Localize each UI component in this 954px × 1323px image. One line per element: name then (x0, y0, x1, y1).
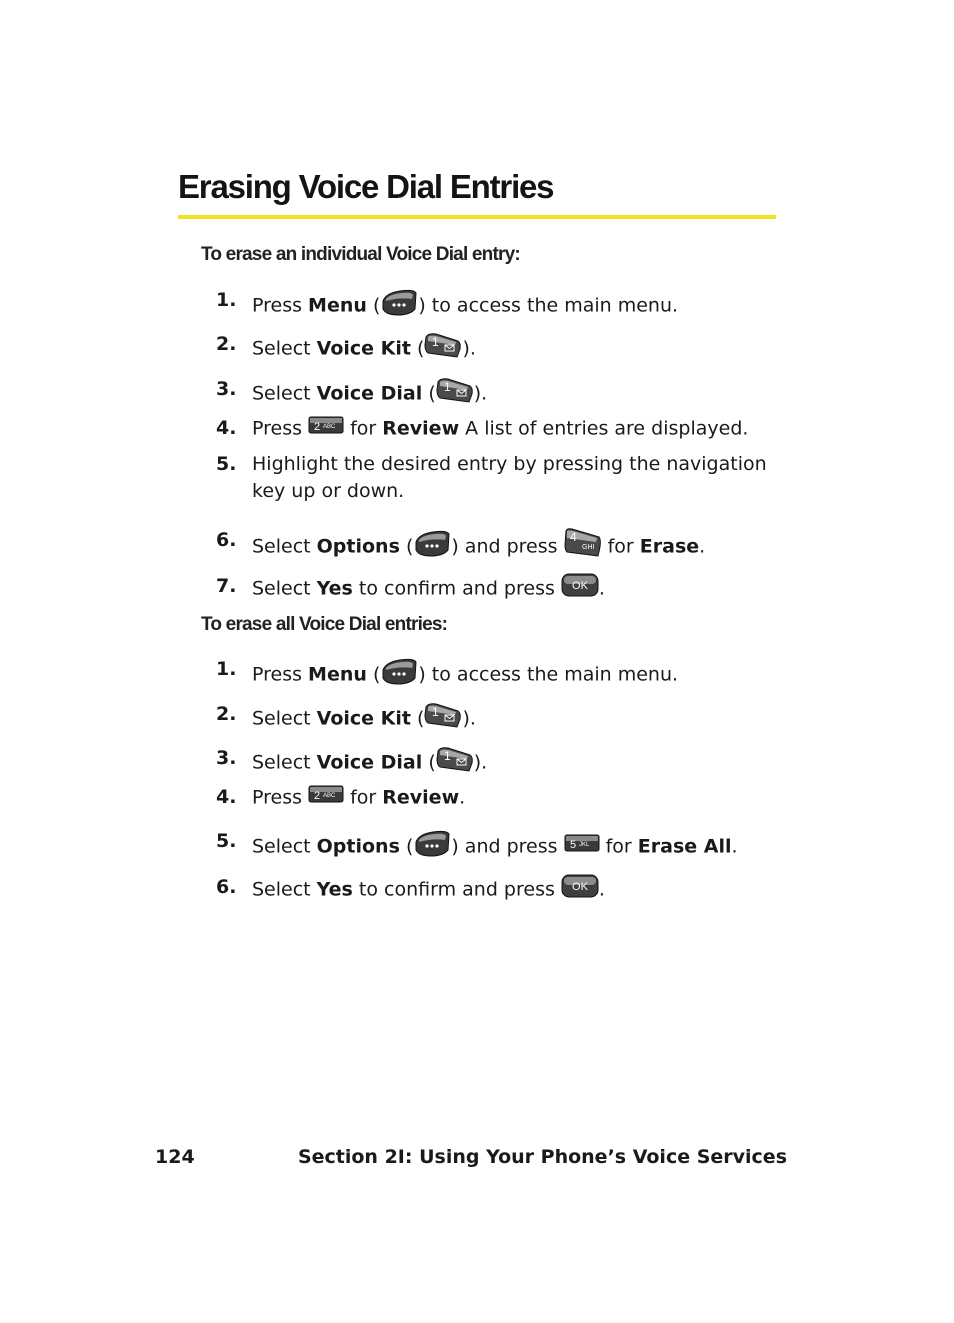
step-text (252, 376, 782, 412)
step-text-segment: Press (252, 417, 309, 440)
step-text-segment: ) and press (451, 835, 564, 858)
step-text (252, 527, 782, 567)
step-text (252, 331, 782, 367)
step-text-segment: . (731, 835, 738, 858)
step-text-segment: A list of entries are displayed. (459, 417, 749, 440)
step-text-segment: to confirm and press (352, 577, 561, 600)
svg-text:1: 1 (443, 380, 451, 394)
step-text-segment: Press (252, 786, 309, 809)
step-text (252, 828, 782, 866)
step-text-segment: ) and press (451, 535, 564, 558)
section-heading-individual: To erase an individual Voice Dial entry: (201, 244, 520, 265)
step-text-segment: ) to access the main menu. (418, 294, 679, 317)
key-1-icon (424, 331, 462, 367)
step-keyword: Voice Kit (316, 707, 411, 730)
step-number: 6. (216, 529, 237, 551)
key-1-icon (436, 745, 474, 781)
step-text (252, 701, 782, 737)
svg-text:1: 1 (432, 705, 440, 719)
key-1-icon (436, 376, 474, 412)
page-title: Erasing Voice Dial Entries (178, 168, 554, 205)
step-keyword: Erase All (637, 835, 732, 858)
step-text (252, 745, 782, 781)
step-text (252, 784, 782, 812)
step-text-segment: for (344, 417, 383, 440)
svg-text:JKL: JKL (578, 842, 589, 848)
key-2-icon (308, 415, 344, 443)
step-number: 6. (216, 876, 237, 898)
step-text-segment: ( (399, 835, 414, 858)
svg-text:2: 2 (314, 790, 321, 802)
options-key-icon (413, 528, 451, 566)
step-number: 1. (216, 658, 237, 680)
step-keyword: Menu (308, 663, 367, 686)
step-text-segment: ). (473, 382, 488, 405)
step-number: 4. (216, 786, 237, 808)
menu-key-icon (380, 656, 418, 694)
step-text-segment: for (601, 535, 640, 558)
step-number: 5. (216, 830, 237, 852)
step-number: 1. (216, 289, 237, 311)
key-5-icon (564, 833, 600, 861)
step-text-segment: ) to access the main menu. (418, 663, 679, 686)
step-text-segment: Select (252, 835, 317, 858)
menu-key-icon (380, 287, 418, 325)
step-text-segment: Select (252, 337, 317, 360)
step-text-segment: ( (422, 382, 436, 405)
svg-text:ABC: ABC (323, 424, 336, 430)
step-text-segment: Press (252, 294, 309, 317)
step-text-segment: ( (399, 535, 414, 558)
step-text-segment: for (599, 835, 638, 858)
step-text-segment: . (459, 786, 466, 809)
step-text-segment: ( (410, 337, 425, 360)
step-keyword: Options (316, 835, 400, 858)
step-number: 7. (216, 575, 237, 597)
step-text-segment: Select (252, 707, 317, 730)
step-text-segment: ). (462, 707, 476, 730)
step-text-segment: Press (252, 663, 309, 686)
options-key-icon (413, 828, 451, 866)
key-4-icon (564, 527, 602, 567)
step-text-segment: Select (252, 535, 317, 558)
step-text (252, 415, 782, 443)
step-keyword: Yes (316, 878, 353, 901)
step-text (252, 874, 782, 906)
ok-key-icon (561, 874, 599, 906)
page-number: 124 (155, 1146, 195, 1168)
step-text (252, 656, 782, 694)
step-keyword: Voice Dial (316, 751, 423, 774)
step-number: 2. (216, 703, 237, 725)
ok-key-icon (561, 573, 599, 605)
step-text-segment: . (699, 535, 706, 558)
step-keyword: Voice Dial (316, 382, 423, 405)
step-text-segment: ). (473, 751, 488, 774)
step-number: 2. (216, 333, 237, 355)
title-underline (178, 215, 776, 219)
step-number: 3. (216, 747, 237, 769)
svg-text:5: 5 (569, 839, 576, 851)
step-text-segment: Select (252, 878, 317, 901)
footer-section-title: Section 2I: Using Your Phone’s Voice Services (297, 1146, 787, 1168)
step-keyword: Menu (308, 294, 367, 317)
step-text-segment: . (598, 577, 605, 600)
svg-text:1: 1 (432, 335, 440, 349)
svg-text:2: 2 (314, 421, 321, 433)
step-keyword: Review (382, 417, 460, 440)
svg-text:OK: OK (571, 580, 588, 592)
step-number: 3. (216, 378, 237, 400)
step-text-segment: ). (462, 337, 476, 360)
svg-text:1: 1 (443, 749, 451, 763)
step-text-segment: Select (252, 577, 317, 600)
step-text-segment: Highlight the desired entry by pressing the navigation key up or down. (252, 453, 767, 502)
step-text-segment: ( (422, 751, 436, 774)
step-text (252, 287, 782, 325)
step-text-segment: ( (410, 707, 425, 730)
svg-text:GHI: GHI (581, 544, 595, 551)
step-text-segment: Select (252, 382, 317, 405)
step-text-segment: . (598, 878, 605, 901)
step-keyword: Voice Kit (316, 337, 411, 360)
svg-text:ABC: ABC (323, 793, 336, 799)
step-keyword: Review (382, 786, 460, 809)
key-1-icon (424, 701, 462, 737)
step-number: 5. (216, 453, 237, 475)
step-text-segment: ( (366, 663, 381, 686)
step-text-segment: ( (366, 294, 381, 317)
key-2-icon (308, 784, 344, 812)
svg-text:4: 4 (569, 530, 577, 544)
step-keyword: Erase (639, 535, 700, 558)
step-keyword: Options (316, 535, 400, 558)
step-text (252, 573, 782, 605)
step-keyword: Yes (316, 577, 353, 600)
section-heading-all: To erase all Voice Dial entries: (201, 614, 448, 635)
step-text (252, 451, 782, 505)
step-text-segment: for (344, 786, 383, 809)
step-number: 4. (216, 417, 237, 439)
svg-text:OK: OK (571, 881, 588, 893)
step-text-segment: to confirm and press (352, 878, 561, 901)
step-text-segment: Select (252, 751, 317, 774)
